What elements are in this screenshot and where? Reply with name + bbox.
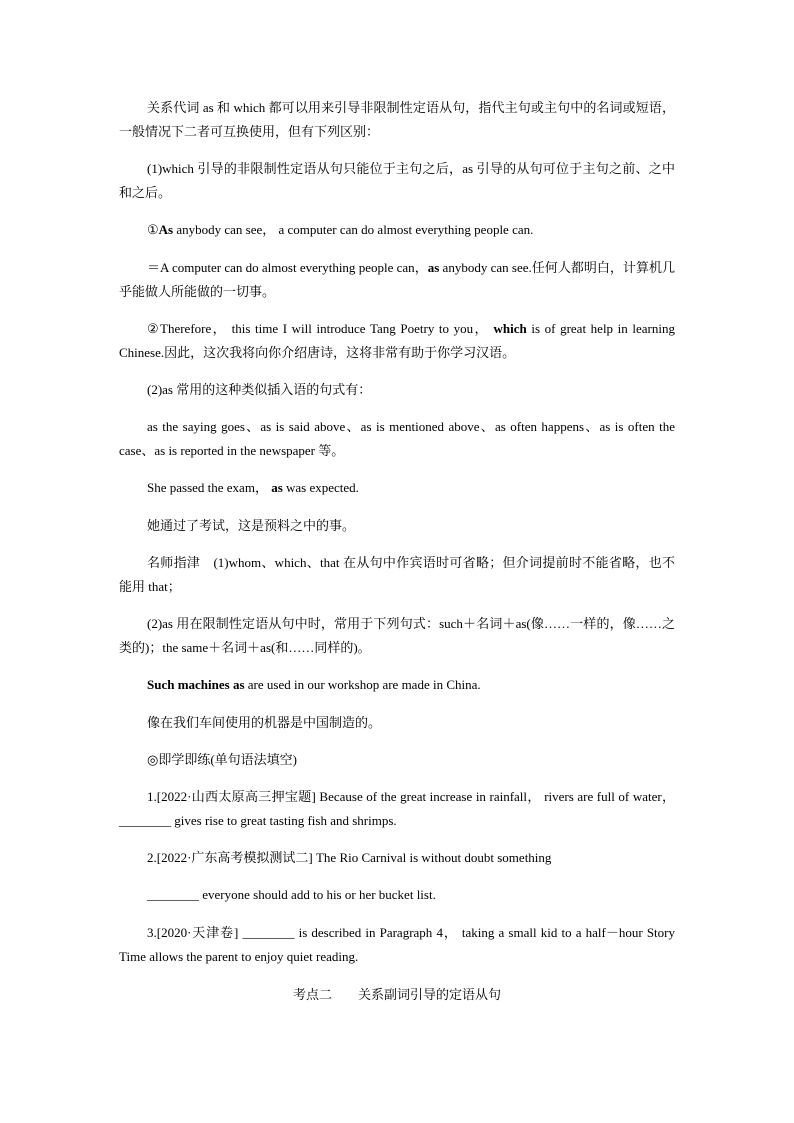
teacher-tip-2: (2)as 用在限制性定语从句中时，常用于下列句式：such＋名词＋as(像……一样的，像……之类的)；the same＋名词＋as(和……同样的)。 [119,616,675,655]
example-3-text: was expected. [282,480,359,495]
example-2 [119,317,675,365]
example-1-alt-bold: as [427,260,440,275]
example-2-pre: ②Therefore， this time I will introduce Tang Poetry to you， [147,321,494,336]
question-2-line-1: 2.[2022·广东高考模拟测试二] The Rio Carnival is without doubt something [147,850,552,865]
example-3-translation: 她通过了考试，这是预料之中的事。 [147,518,356,533]
example-1-text: anybody can see， a computer can do almost everything people can. [173,222,534,237]
example-1-alt-text: anybody can see.任何人都明白，计算机几乎能做人所能做的一切事。 [119,260,675,299]
parenthetical-list: as the saying goes、as is said above、as is mentioned above、as often happens、as is often the case、as is reported in the newspaper 等。 [119,419,675,458]
example-3 [119,476,675,500]
example-4-text: are used in our workshop are made in China. [244,677,481,692]
example-4-bold: Such machines as [147,677,245,692]
example-1-alt-pre: ＝A computer can do almost everything people can， [147,260,428,275]
question-1: 1.[2022·山西太原高三押宝题] Because of the great increase in rainfall， rivers are full of water， ________ gives rise to great tasting fish and shrimps. [119,789,675,828]
example-2-text: is of great help in learning Chinese.因此，这次我将向你介绍唐诗，这将非常有助于你学习汉语。 [119,321,675,360]
example-1-bold: As [158,222,174,237]
example-1-prefix: ① [147,222,159,237]
question-2-line-2: ________ everyone should add to his or her bucket list. [147,887,436,902]
example-1-alt [119,256,675,304]
example-2-bold: which [493,321,527,336]
example-3-bold: as [271,480,283,495]
rule-2-paragraph: (2)as 常用的这种类似插入语的句式有： [147,382,372,397]
practice-title: ◎即学即练(单句语法填空) [147,752,298,767]
teacher-tip: 名师指津 (1)whom、which、that 在从句中作宾语时可省略；但介词提前时不能省略，也不能用 that； [119,555,675,594]
example-4-translation: 像在我们车间使用的机器是中国制造的。 [147,715,382,730]
rule-1-paragraph: (1)which 引导的非限制性定语从句只能位于主句之后，as 引导的从句可位于主句之前、之中和之后。 [119,161,675,200]
example-4 [119,673,675,697]
example-3-pre: She passed the exam， [147,480,272,495]
example-1 [119,218,675,242]
question-3: 3.[2020·天津卷] ________ is described in Paragraph 4， taking a small kid to a half－hour Story Time allows the parent to enjoy quiet reading. [119,925,675,964]
section-heading: 考点二 关系副词引导的定语从句 [292,987,501,1002]
intro-paragraph: 关系代词 as 和 which 都可以用来引导非限制性定语从句，指代主句或主句中的名词或短语，一般情况下二者可互换使用，但有下列区别： [119,100,675,139]
